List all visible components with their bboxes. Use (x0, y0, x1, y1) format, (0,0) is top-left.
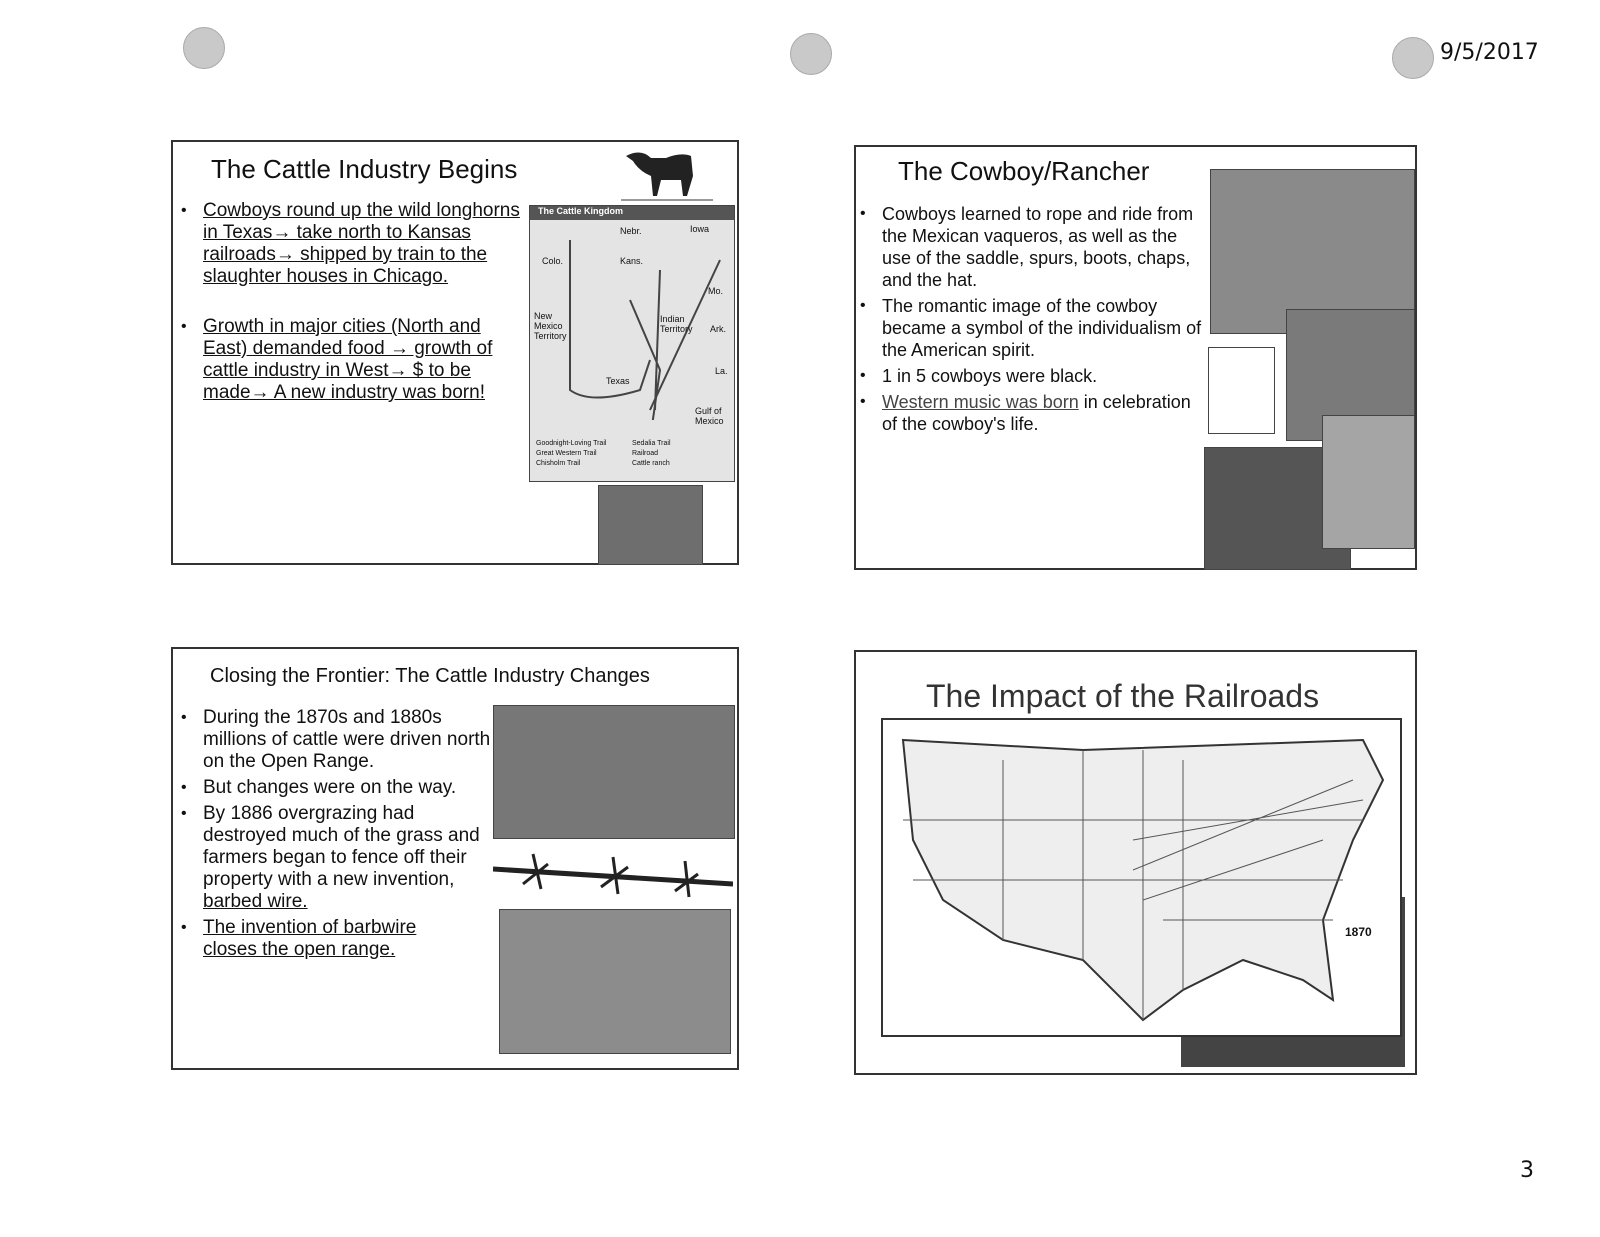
map-label: Texas (606, 376, 630, 386)
legend-item: Great Western Trail (536, 450, 597, 457)
slide-impact-railroads (854, 650, 1417, 1075)
bullet (860, 391, 1205, 435)
map-label: Kans. (620, 256, 644, 266)
bullet: • Growth in major cities (North and East) demanded food → growth of cattle industry in West→ $ to be made→ A new industry was born! (181, 316, 521, 404)
slide-cattle-industry-begins (171, 140, 739, 565)
page-number: 3 (1520, 1158, 1534, 1183)
slide-title: The Cowboy/Rancher (898, 156, 1150, 186)
bullet-list (181, 200, 521, 408)
black-cowboy-photo (1322, 415, 1415, 549)
bullet: • The romantic image of the cowboy became a symbol of the individualism of the American spirit. (860, 295, 1205, 361)
date: 9/5/2017 (1440, 40, 1539, 65)
longhorn-image (621, 146, 713, 202)
legend-item: Sedalia Trail (632, 440, 671, 447)
map-label: Iowa (690, 224, 710, 234)
cattle-drive-photo (493, 705, 735, 839)
legend-item: Chisholm Trail (536, 460, 581, 467)
bullet-text: in celebration of the cowboy's life. (882, 392, 1191, 434)
slide-title: Closing the Frontier: The Cattle Industry Changes (210, 665, 650, 687)
bullet: • Cowboys learned to rope and ride from the Mexican vaqueros, as well as the use of the saddle, spurs, boots, chaps, and the hat. (860, 203, 1205, 291)
map-year-label: 1870 (1345, 925, 1372, 939)
map-label: Gulf of Mexico (695, 406, 724, 426)
legend-item: Railroad (632, 450, 659, 457)
hole-punch-3 (1392, 37, 1434, 79)
bullet: • The invention of barbwire closes the open range. (181, 917, 443, 961)
map-title: The Cattle Kingdom (530, 206, 734, 220)
bullet-text: By 1886 overgrazing had destroyed much of the grass and farmers began to fence off their property with a new invention, (203, 803, 480, 890)
map-label: Indian Territory (660, 314, 693, 334)
bullet: • But changes were on the way. (181, 777, 491, 799)
hole-punch-2 (790, 33, 832, 75)
bullet (181, 803, 491, 913)
legend-item: Goodnight-Loving Trail (536, 440, 607, 447)
barbed-wire-image (493, 849, 733, 899)
slide-title: The Cattle Industry Begins (211, 154, 518, 184)
railroad-map-1870 (881, 718, 1402, 1037)
western-music-link[interactable]: Western music was born (882, 392, 1079, 412)
legend-item: Cattle ranch (632, 460, 670, 467)
bullet-list (860, 203, 1205, 439)
slide-closing-frontier (171, 647, 739, 1070)
map-legend (536, 440, 728, 467)
cattle-photo (598, 485, 703, 565)
map-label: La. (715, 366, 728, 376)
bullet-list (181, 707, 491, 965)
barbed-wire-link: barbed wire. (203, 891, 308, 912)
bullet: • 1 in 5 cowboys were black. (860, 365, 1205, 387)
map-label: Mo. (708, 286, 724, 296)
map-label: New Mexico Territory (534, 311, 567, 341)
bullet: • During the 1870s and 1880s millions of cattle were driven north on the Open Range. (181, 707, 491, 773)
slide-cowboy-rancher (854, 145, 1417, 570)
slide-title: The Impact of the Railroads (926, 678, 1320, 714)
map-label: Colo. (542, 256, 564, 266)
cattle-kingdom-map (529, 205, 735, 482)
map-label: Ark. (710, 324, 727, 334)
bullet: • Cowboys round up the wild longhorns in Texas→ take north to Kansas railroads→ shipped by train to the slaughter houses in Chicago. (181, 200, 521, 288)
starving-cow-painting (499, 909, 731, 1054)
map-label: Nebr. (620, 226, 642, 236)
hole-punch-1 (183, 27, 225, 69)
cowboy-hat-drawing (1208, 347, 1275, 434)
